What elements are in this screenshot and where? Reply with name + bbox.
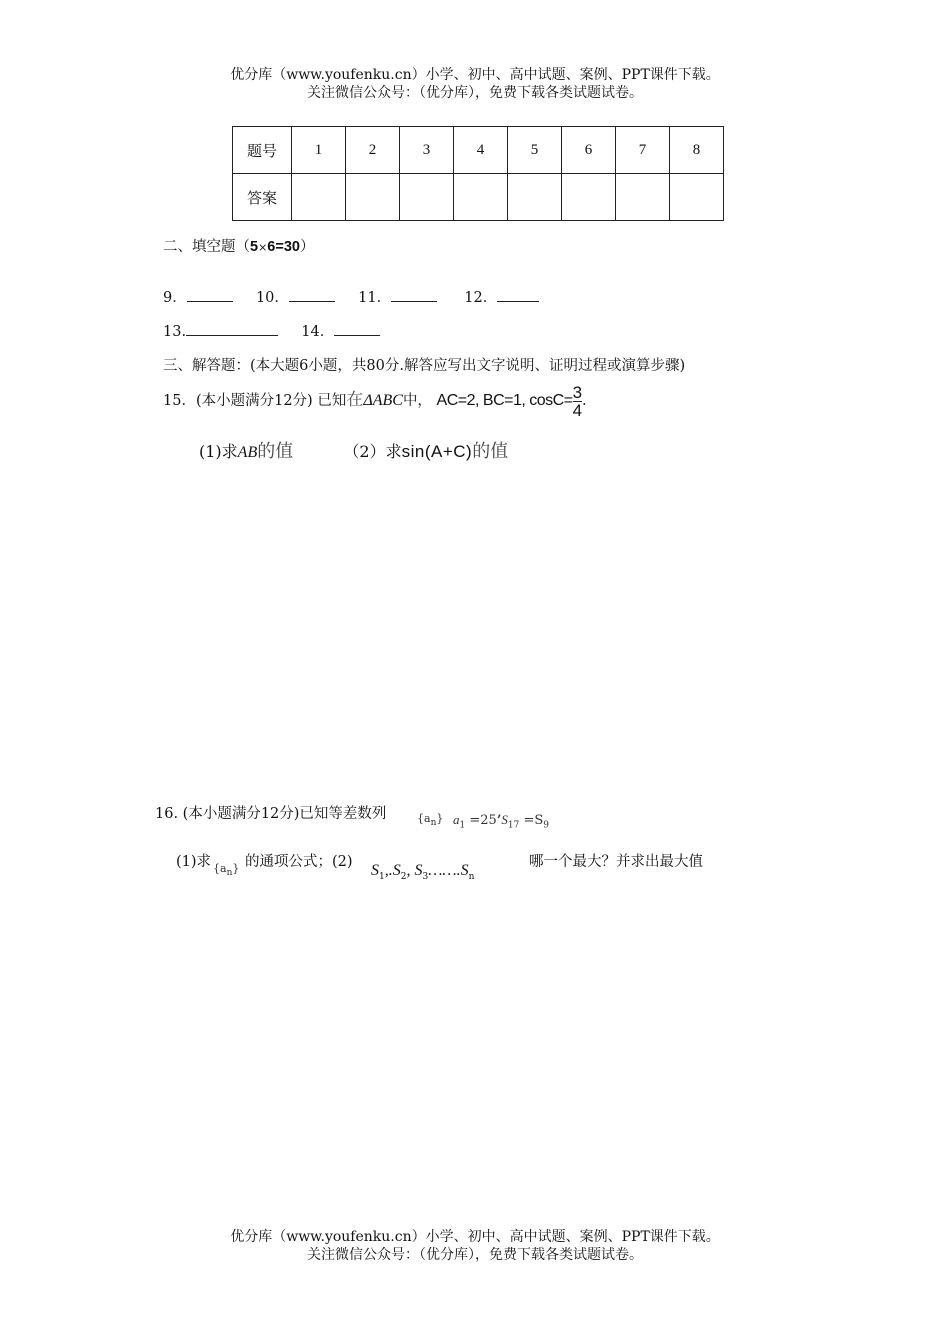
- table-number-1: 1: [292, 127, 346, 174]
- q16-sub-1: 1: [379, 872, 385, 883]
- q16-sub-3: 3: [422, 872, 429, 883]
- q16-part1-seq-a: {a: [213, 862, 227, 875]
- q16-part1-seq: [213, 862, 239, 878]
- q16-part1: [176, 850, 211, 871]
- q16-cond-1: 1: [459, 820, 466, 831]
- q16-sequence: [417, 812, 443, 828]
- answer-table: [232, 126, 724, 221]
- table-number-5: 5: [508, 127, 562, 174]
- q15-prefix: 15．(本小题满分12分) 已知: [163, 393, 347, 409]
- fill-in-heading-suffix: ）: [299, 239, 315, 255]
- fill-in-score: 5: [250, 239, 259, 255]
- answer-cell-7: [616, 174, 670, 221]
- q16-sum-sn: …….S: [428, 862, 469, 879]
- table-number-6: 6: [562, 127, 616, 174]
- q16-cond-sep: ’: [496, 813, 502, 828]
- answer-cell-5: [508, 174, 562, 221]
- q13-label: 13.: [163, 324, 187, 340]
- fill-in-heading: [163, 235, 314, 256]
- q16-sum-s2: ,.S: [384, 862, 401, 879]
- q16-cond-s: S: [501, 812, 508, 827]
- q15-zai: 在: [346, 390, 364, 410]
- q16-seq-close: }: [436, 812, 444, 825]
- q16-sub-n: n: [468, 872, 475, 883]
- q16-sum-s3: , S: [406, 862, 423, 879]
- q16-sum-s1: S: [371, 862, 379, 879]
- q16-seq-a: {a: [417, 812, 431, 825]
- table-number-8: 8: [670, 127, 724, 174]
- q16-prefix: 16. (本小题满分12分)已知等差数列: [155, 806, 387, 822]
- q9-blank[interactable]: [187, 288, 233, 302]
- header-line-1: 优分库（www.youfenku.cn）小学、初中、高中试题、案例、PPT课件下载。: [230, 67, 720, 83]
- footer-line-2: 关注微信公众号：（优分库），免费下载各类试题试卷。: [307, 1247, 643, 1263]
- q15-part2-prefix: （2）求: [343, 442, 402, 461]
- q15-part1-prefix: (1)求: [199, 442, 238, 461]
- table-number-3: 3: [400, 127, 454, 174]
- table-number-7: 7: [616, 127, 670, 174]
- q16-seq-n: n: [430, 818, 437, 829]
- q15-part1-ab: AB: [237, 444, 258, 461]
- table-label-answer: 答案: [233, 174, 292, 221]
- q16-part1-seq-close: }: [232, 862, 240, 875]
- q16-sums: [371, 860, 474, 882]
- q16-cond-a: a: [453, 812, 460, 827]
- q16-part1-text: 的通项公式；(2): [245, 854, 353, 870]
- q15-part2-sin: sin(A+C): [401, 442, 473, 461]
- answer-table-number-row: [233, 127, 724, 174]
- q15-fraction-denominator: 4: [572, 400, 583, 420]
- table-number-4: 4: [454, 127, 508, 174]
- fill-in-row-2: [163, 320, 380, 341]
- fill-in-row-1: [163, 286, 539, 307]
- q14-label: 14．: [301, 324, 335, 340]
- q16-cond-17: 17: [507, 820, 520, 831]
- answer-cell-6: [562, 174, 616, 221]
- q11-blank[interactable]: [391, 288, 437, 302]
- q12-label: 12．: [464, 290, 498, 306]
- q16-part2: 哪一个最大？并求出最大值: [529, 854, 703, 870]
- q15-fraction: [573, 384, 582, 419]
- q11-label: 11．: [358, 290, 392, 306]
- q9-label: 9．: [163, 290, 187, 306]
- q15-statement: [163, 377, 587, 423]
- answer-table-answer-row: [233, 174, 724, 221]
- fill-in-heading-prefix: 二、填空题（: [163, 239, 250, 255]
- fill-in-times: ×: [258, 241, 268, 254]
- footer-line-1: 优分库（www.youfenku.cn）小学、初中、高中试题、案例、PPT课件下载。: [230, 1229, 720, 1245]
- q14-blank[interactable]: [334, 322, 380, 336]
- table-label-question-number: 题号: [233, 127, 292, 174]
- q15-end: .: [582, 393, 587, 409]
- q15-part2-suffix: 的值: [472, 441, 509, 462]
- q16-cond-9: 9: [543, 820, 549, 831]
- fill-in-total: 6=30: [267, 239, 300, 255]
- solve-heading: 三、解答题：(本大题6小题，共80分.解答应写出文字说明、证明过程或演算步骤): [163, 358, 686, 374]
- q13-blank[interactable]: [186, 322, 278, 336]
- q12-blank[interactable]: [497, 288, 539, 302]
- q16-sub-2: 2: [400, 872, 407, 883]
- q10-label: 10．: [255, 290, 289, 306]
- answer-cell-3: [400, 174, 454, 221]
- header-line-2: 关注微信公众号：（优分库），免费下载各类试题试卷。: [307, 85, 643, 101]
- q16-part1-seq-n: n: [226, 868, 233, 879]
- q16-cond-eq: =25: [469, 813, 497, 828]
- q15-triangle: ΔABC: [363, 392, 403, 409]
- q15-parts: [199, 437, 508, 463]
- answer-cell-1: [292, 174, 346, 221]
- q16-part1-prefix: (1)求: [176, 854, 212, 870]
- q16-condition: [453, 812, 549, 831]
- table-number-2: 2: [346, 127, 400, 174]
- q16-cond-eq2: =S: [523, 813, 544, 828]
- q15-fraction-numerator: 3: [572, 382, 583, 402]
- q16-statement: [155, 802, 386, 823]
- answer-cell-4: [454, 174, 508, 221]
- q15-zhong: 中，: [402, 393, 432, 409]
- q15-condition: AC=2, BC=1, cosC=: [436, 392, 573, 409]
- answer-cell-2: [346, 174, 400, 221]
- answer-cell-8: [670, 174, 724, 221]
- q10-blank[interactable]: [289, 288, 335, 302]
- q15-part1-suffix: 的值: [257, 441, 294, 462]
